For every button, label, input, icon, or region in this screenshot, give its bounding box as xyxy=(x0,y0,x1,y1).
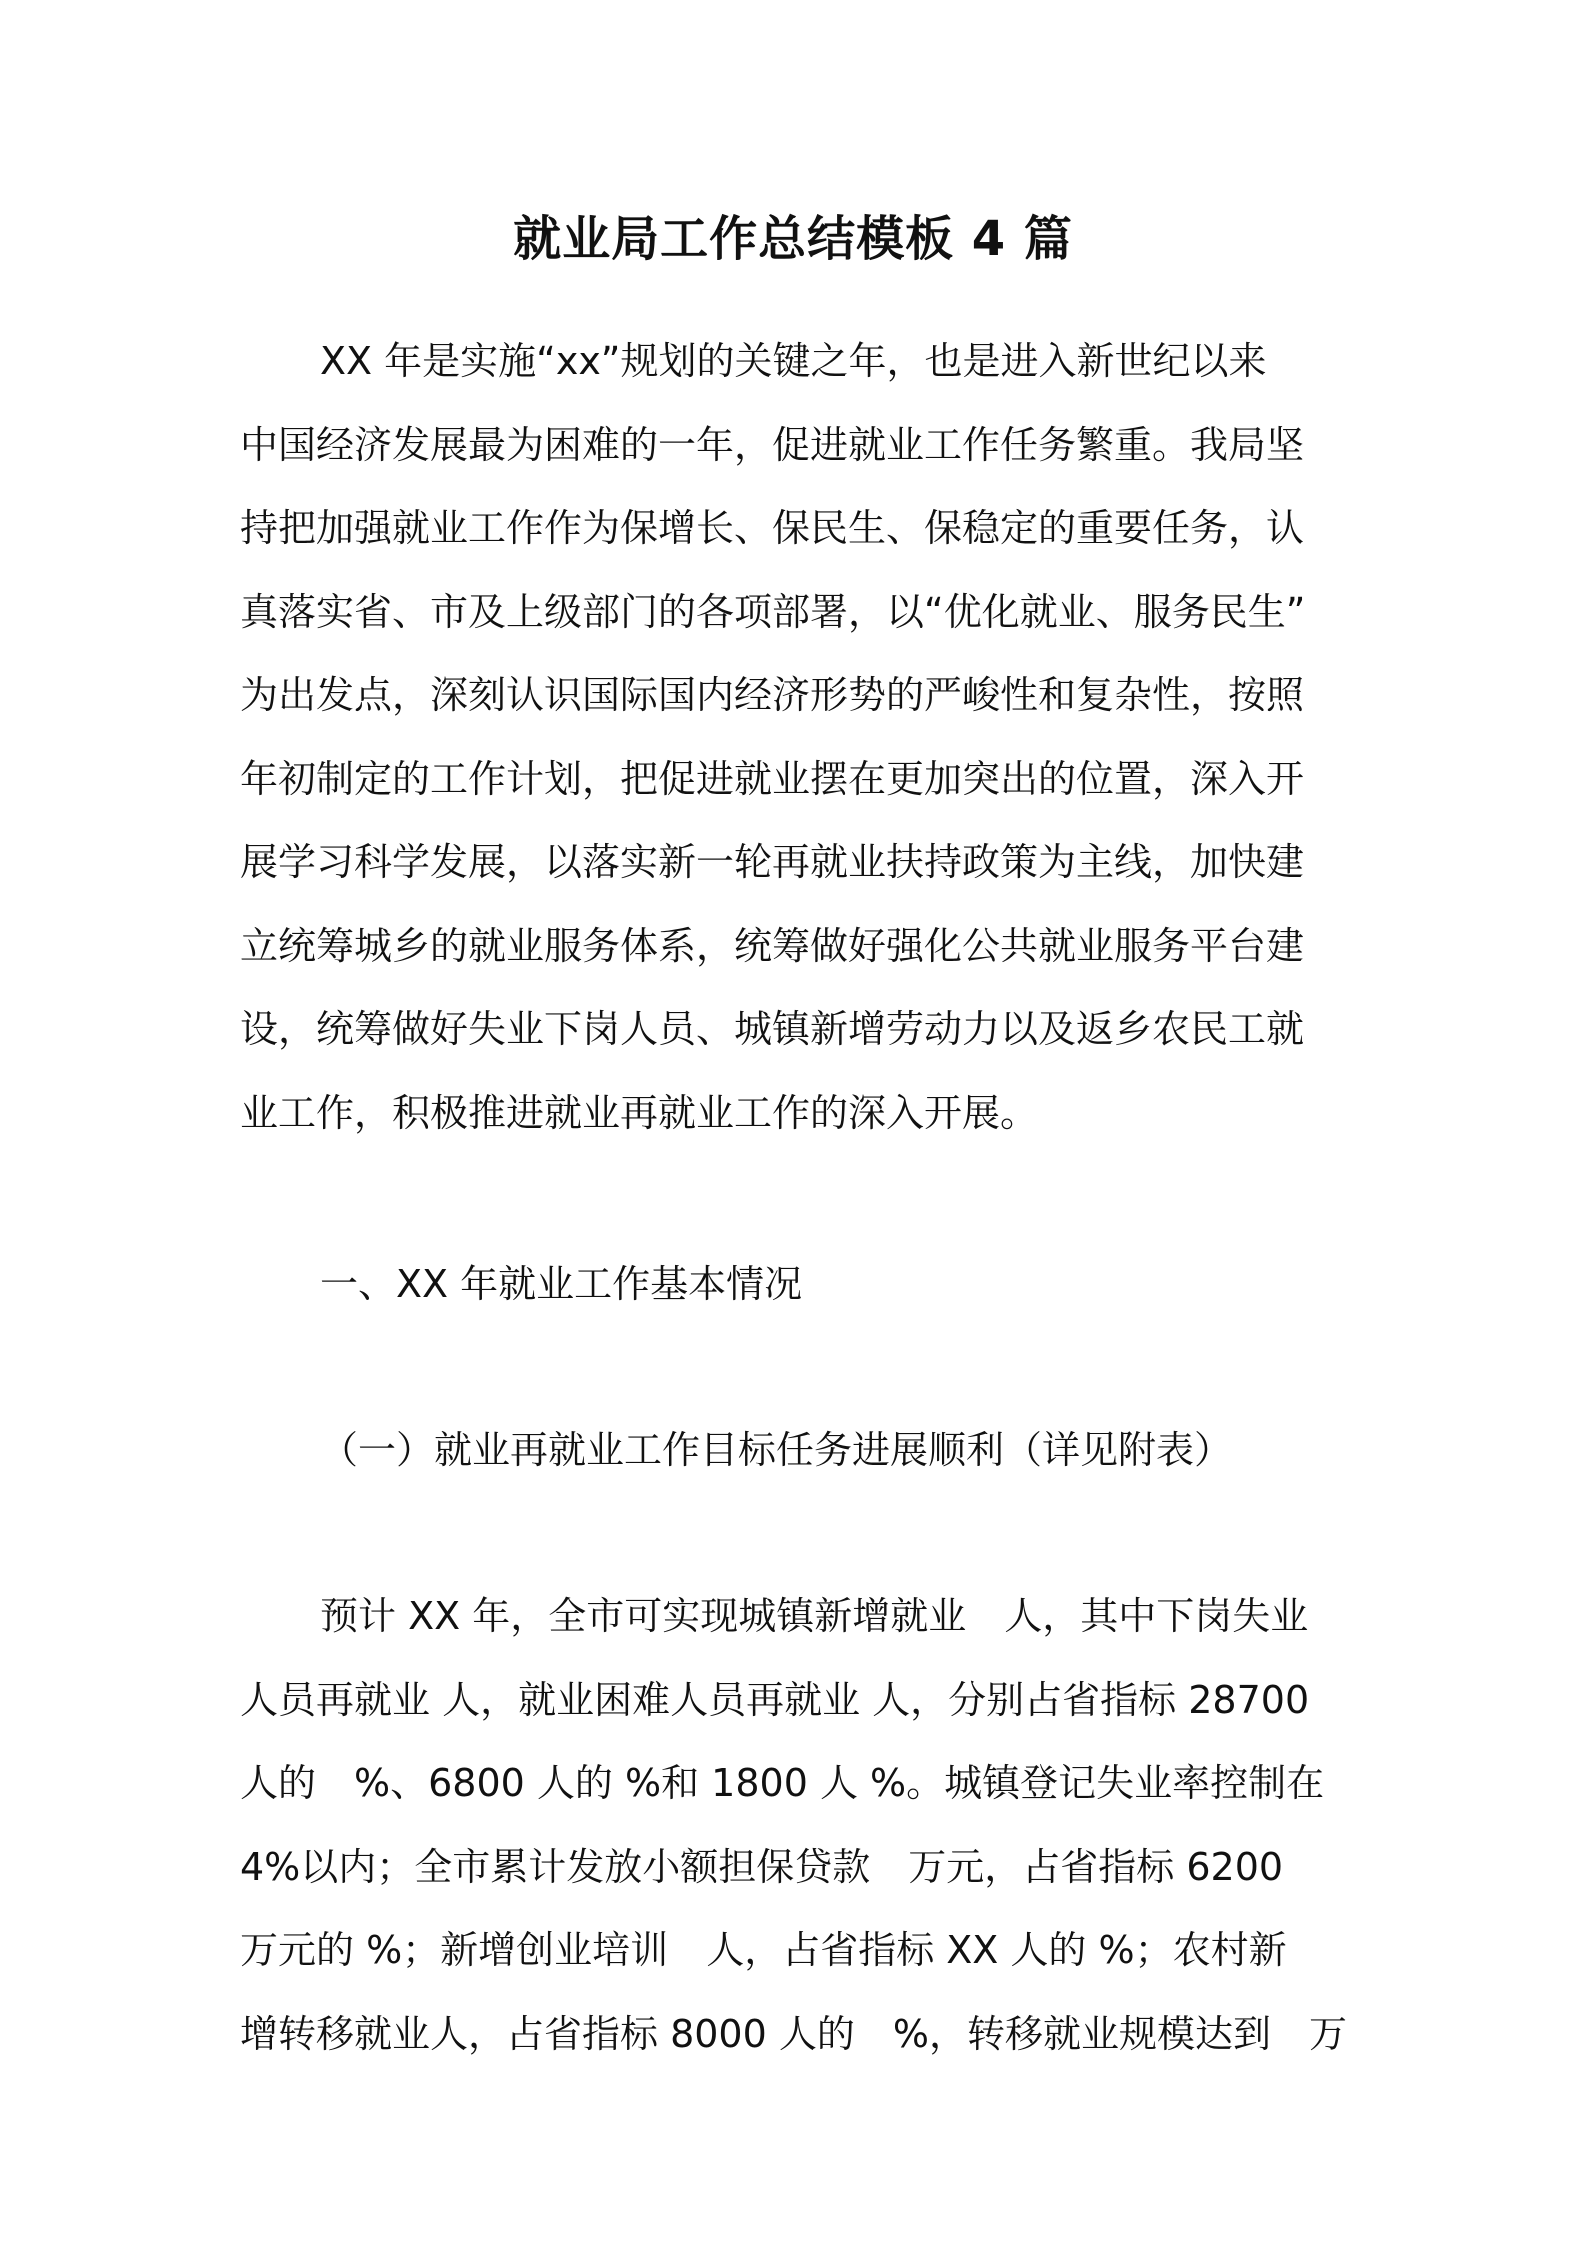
document-title: 就业局工作总结模板 4 篇 xyxy=(513,211,1073,267)
progress-paragraph xyxy=(240,1575,1352,2076)
intro-paragraph xyxy=(240,320,1352,1155)
subsection-heading-text: （一）就业再就业工作目标任务进展顺利（详见附表） xyxy=(320,1428,1233,1472)
paragraph-line: 预计 XX 年，全市可实现城镇新增就业 人，其中下岗失业 xyxy=(320,1594,1309,1638)
paragraph-line: 为出发点，深刻认识国际国内经济形势的严峻性和复杂性，按照 xyxy=(240,673,1305,717)
paragraph-line: 持把加强就业工作作为保增长、保民生、保稳定的重要任务，认 xyxy=(240,506,1305,550)
paragraph-line: 增转移就业人，占省指标 8000 人的 %，转移就业规模达到 万 xyxy=(240,2011,1347,2056)
paragraph-line: 中国经济发展最为困难的一年，促进就业工作任务繁重。我局坚 xyxy=(240,422,1305,467)
paragraph-line: 人员再就业 人，就业困难人员再就业 人，分别占省指标 28700 xyxy=(240,1677,1310,1722)
subsection-heading xyxy=(240,1409,1352,1493)
paragraph-line: XX 年是实施“xx”规划的关键之年，也是进入新世纪以来 xyxy=(320,339,1267,383)
paragraph-line: 年初制定的工作计划，把促进就业摆在更加突出的位置，深入开 xyxy=(240,756,1305,801)
section-heading xyxy=(240,1243,1352,1327)
section-heading-text: 一、XX 年就业工作基本情况 xyxy=(320,1262,803,1306)
paragraph-line: 展学习科学发展，以落实新一轮再就业扶持政策为主线，加快建 xyxy=(240,840,1305,884)
paragraph-line: 人的 %、6800 人的 %和 1800 人 %。城镇登记失业率控制在 xyxy=(240,1761,1325,1805)
paragraph-line: 万元的 %；新增创业培训 人，占省指标 XX 人的 %；农村新 xyxy=(240,1928,1287,1972)
paragraph-line: 真落实省、市及上级部门的各项部署，以“优化就业、服务民生” xyxy=(240,589,1306,634)
paragraph-line: 立统筹城乡的就业服务体系，统筹做好强化公共就业服务平台建 xyxy=(240,923,1305,968)
paragraph-line: 设，统筹做好失业下岗人员、城镇新增劳动力以及返乡农民工就 xyxy=(240,1007,1305,1051)
paragraph-line: 4%以内；全市累计发放小额担保贷款 万元，占省指标 6200 xyxy=(240,1844,1284,1889)
paragraph-line: 业工作，积极推进就业再就业工作的深入开展。 xyxy=(240,1090,1039,1135)
